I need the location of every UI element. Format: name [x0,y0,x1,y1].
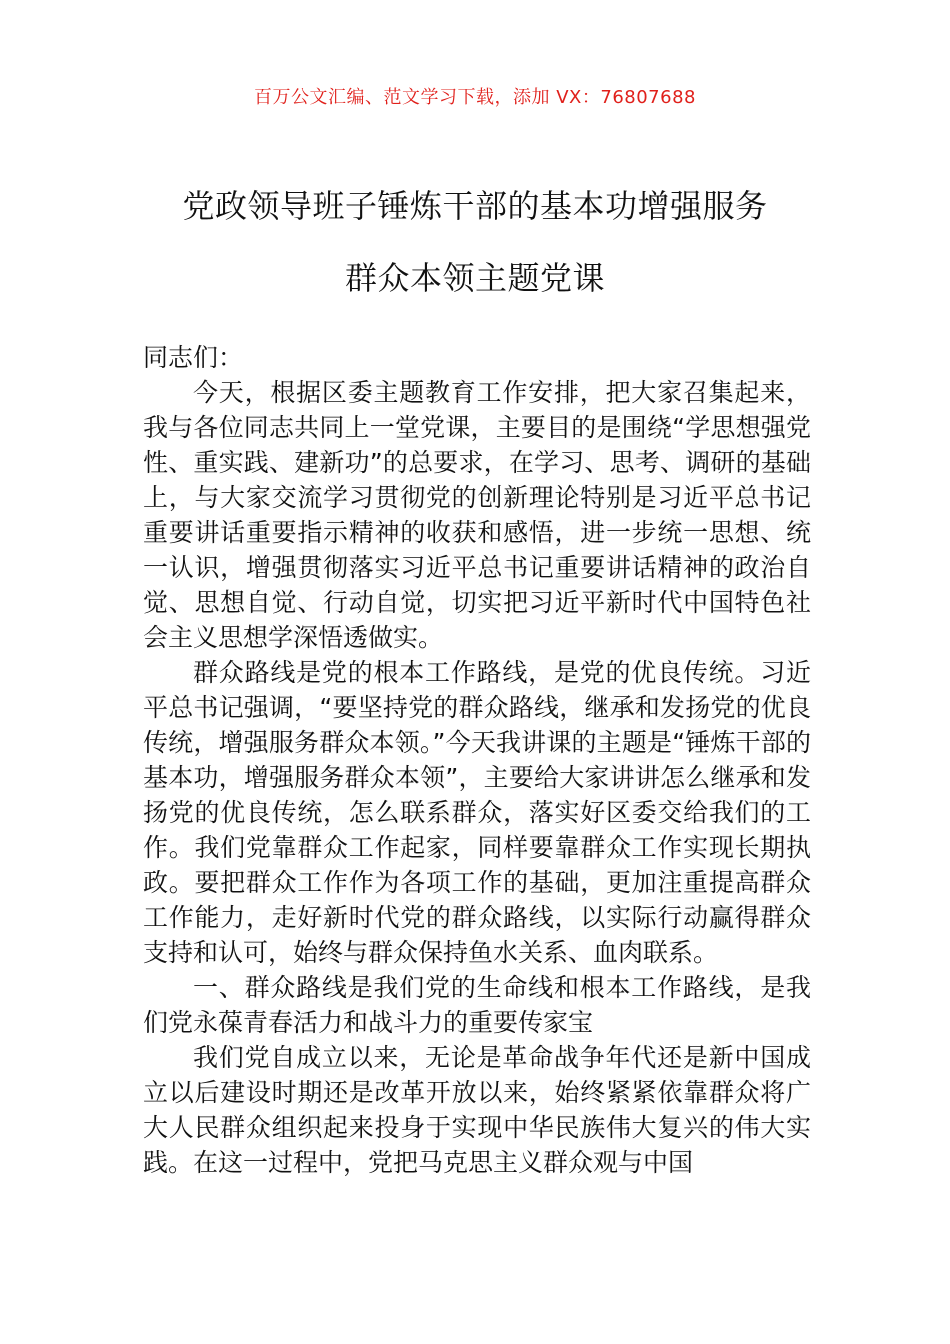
document-title [120,170,830,314]
paragraph-history: 我们党自成立以来，无论是革命战争年代还是新中国成立以后建设时期还是改革开放以来，始终紧紧依靠群众将广大人民群众组织起来投身于实现中华民族伟大复兴的伟大实践。在这一过程中，党把马克思主义群众观与中国 [143,1043,811,1177]
paragraph-intro: 今天，根据区委主题教育工作安排，把大家召集起来，我与各位同志共同上一堂党课，主要目的是围绕“学思想强党性、重实践、建新功”的总要求，在学习、思考、调研的基础上，与大家交流学习贯彻党的创新理论特别是习近平总书记重要讲话重要指示精神的收获和感悟，进一步统一思想、统一认识，增强贯彻落实习近平总书记重要讲话精神的政治自觉、思想自觉、行动自觉，切实把习近平新时代中国特色社会主义思想学深悟透做实。 [143,378,811,652]
title-line-1: 党政领导班子锤炼干部的基本功增强服务 [182,187,768,225]
title-line-2: 群众本领主题党课 [344,259,605,297]
document-body [143,340,811,1180]
promo-banner: 百万公文汇编、范文学习下载，添加 VX：76807688 [254,87,696,108]
paragraph-mass-line: 群众路线是党的根本工作路线，是党的优良传统。习近平总书记强调，“要坚持党的群众路线，继承和发扬党的优良传统，增强服务群众本领。”今天我讲课的主题是“锤炼干部的基本功，增强服务群众本领”，主要给大家讲讲怎么继承和发扬党的优良传统，怎么联系群众，落实好区委交给我们的工作。我们党靠群众工作起家，同样要靠群众工作实现长期执政。要把群众工作作为各项工作的基础，更加注重提高群众工作能力，走好新时代党的群众路线，以实际行动赢得群众支持和认可，始终与群众保持鱼水关系、血肉联系。 [143,658,811,967]
salutation: 同志们： [143,343,244,372]
section-heading-1: 一、群众路线是我们党的生命线和根本工作路线，是我们党永葆青春活力和战斗力的重要传家宝 [143,973,811,1037]
